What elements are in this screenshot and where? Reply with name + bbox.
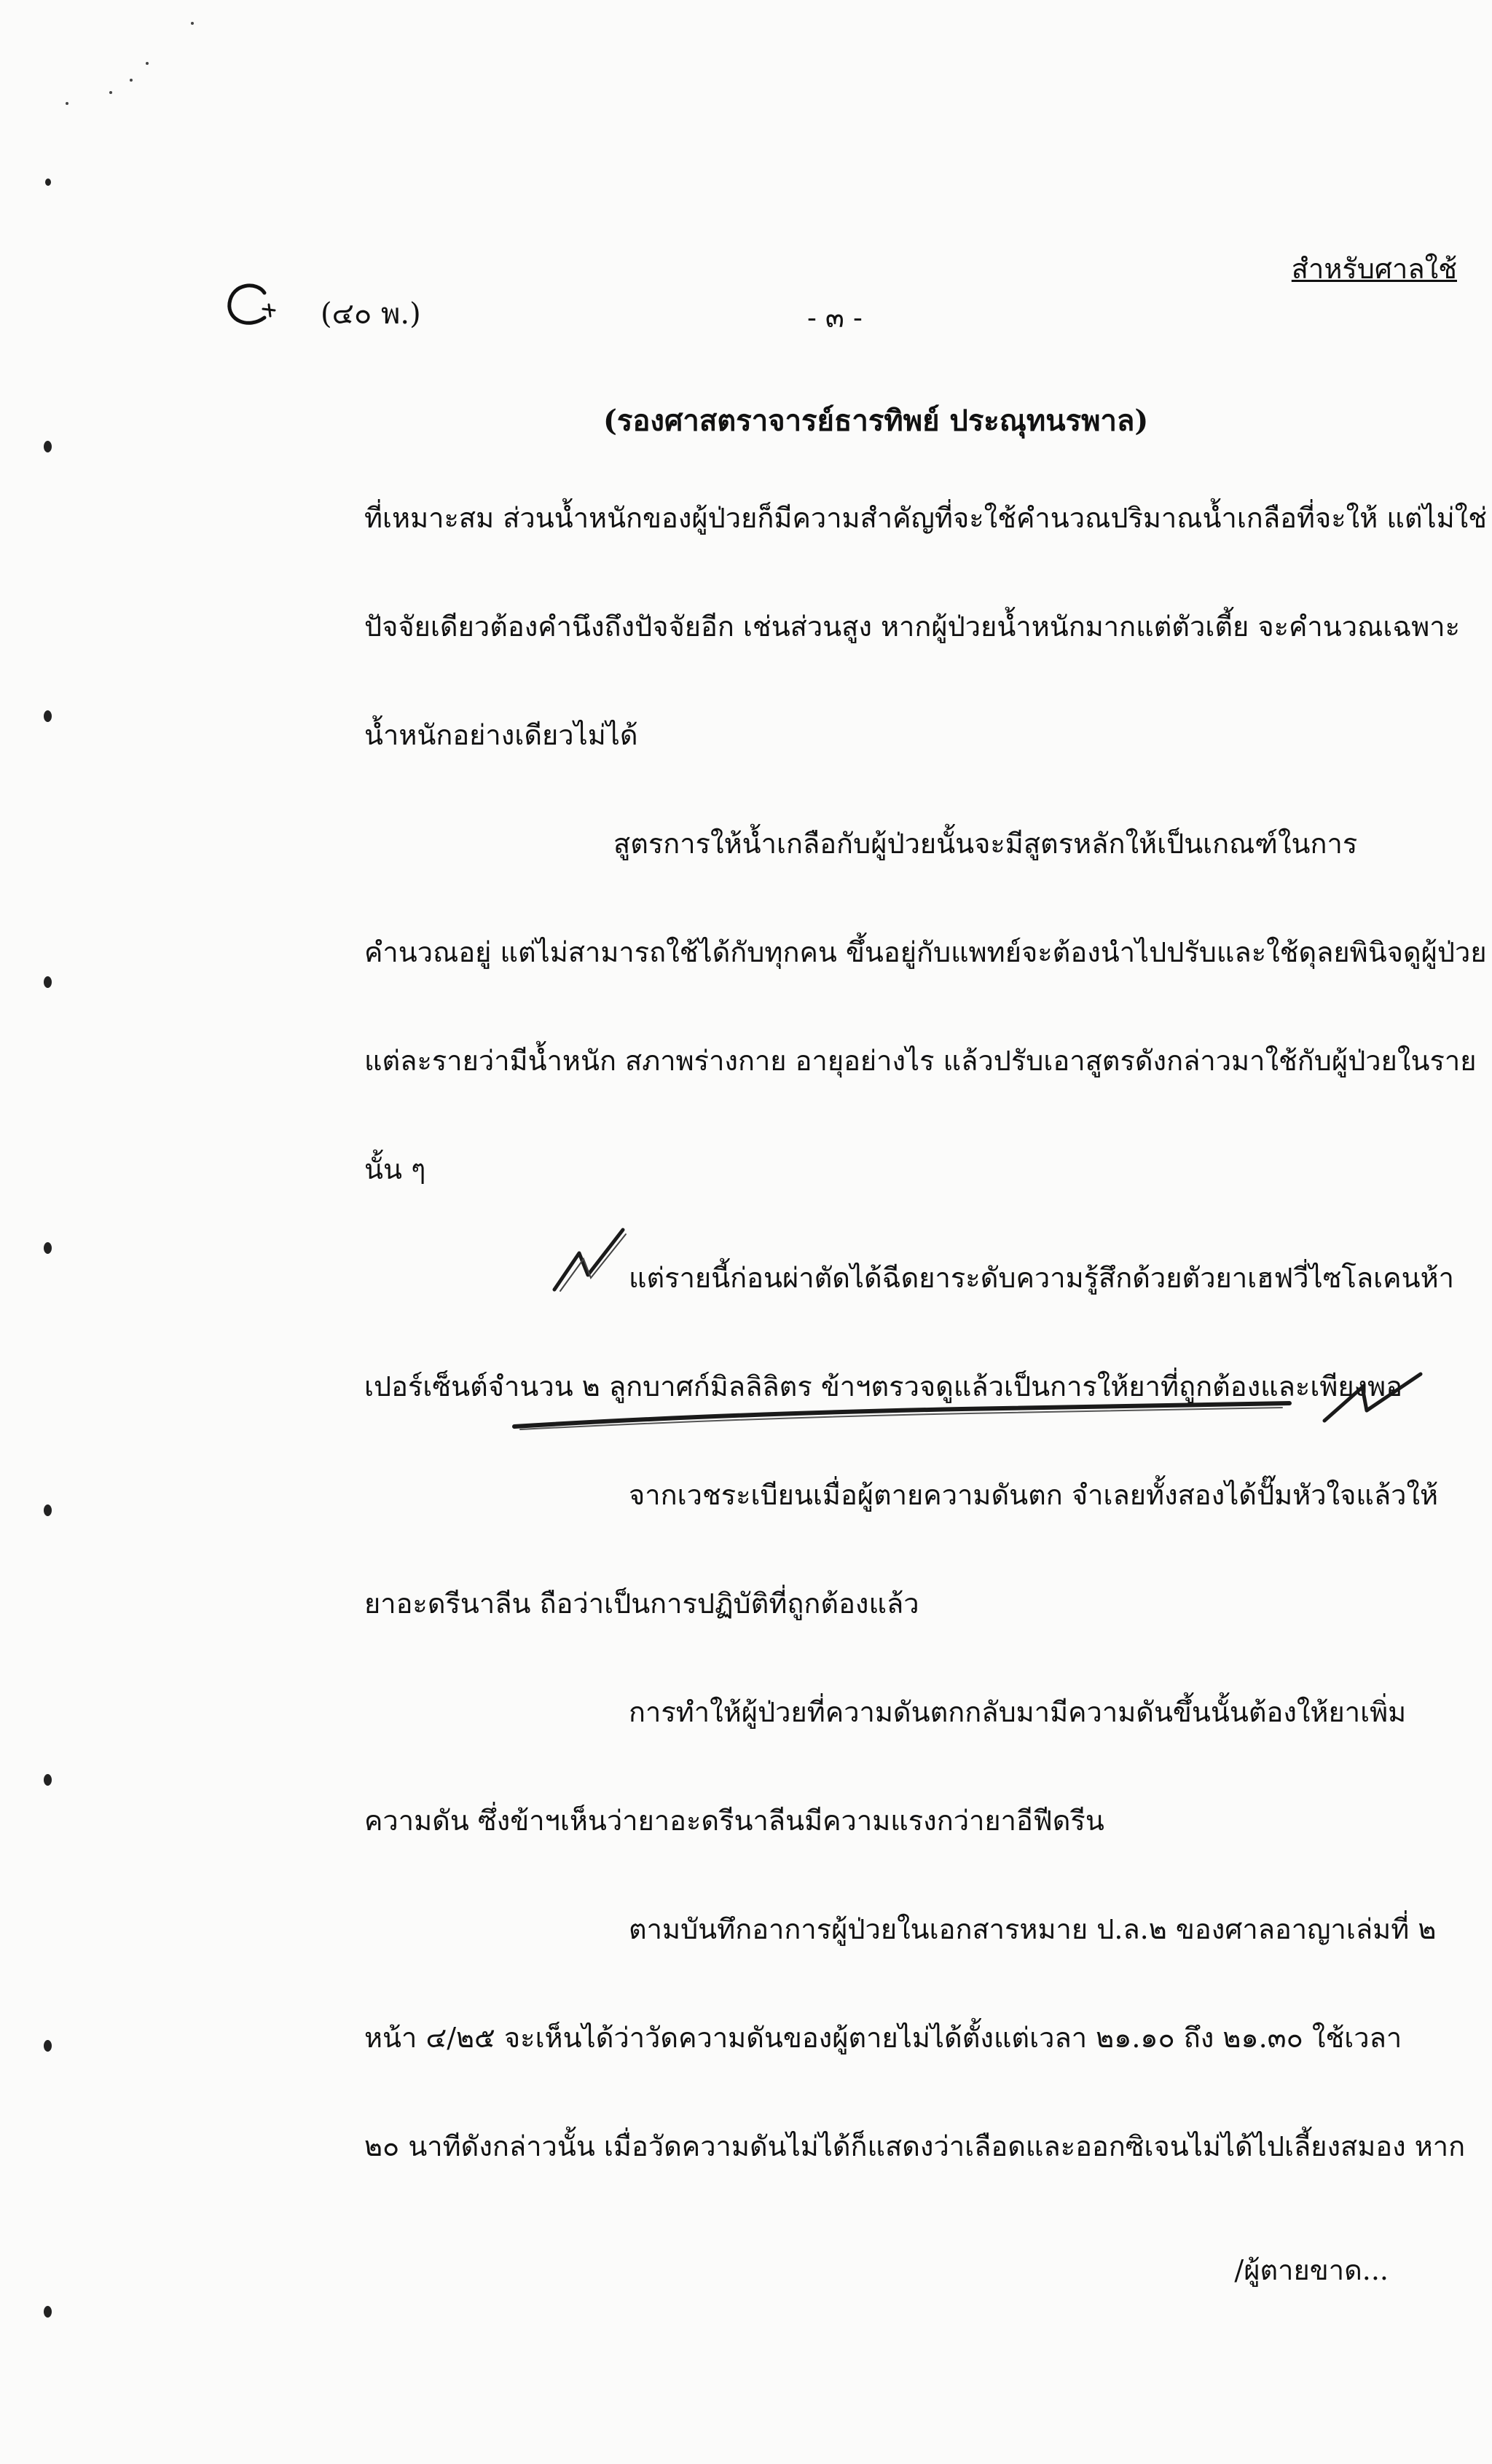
text-line: ยาอะดรีนาลีน ถือว่าเป็นการปฏิบัติที่ถูกต้องแล้ว — [364, 1588, 919, 1620]
pen-underline-stroke — [510, 1384, 1297, 1435]
page-number: - ๓ - — [807, 302, 863, 334]
margin-dot — [45, 178, 51, 186]
text-line: หน้า ๔/๒๕ จะเห็นได้ว่าวัดความดันของผู้ตายไม่ได้ตั้งแต่เวลา ๒๑.๑๐ ถึง ๒๑.๓๐ ใช้เวลา — [364, 2022, 1402, 2054]
text-line: ๒๐ นาทีดังกล่าวนั้น เมื่อวัดความดันไม่ได้ก็แสดงว่าเลือดและออกซิเจนไม่ได้ไปเลี้ยงสมอง หาก — [364, 2130, 1466, 2162]
form-id: (๔๐ พ.) — [321, 297, 421, 331]
text-line: ที่เหมาะสม ส่วนน้ำหนักของผู้ป่วยก็มีความสำคัญที่จะใช้คำนวณปริมาณน้ำเกลือที่จะให้ แต่ไม่ใช่ — [364, 502, 1488, 534]
text-line: ปัจจัยเดียวต้องคำนึงถึงปัจจัยอีก เช่นส่วนสูง หากผู้ป่วยน้ำหนักมากแต่ตัวเตี้ย จะคำนวณเฉพาะ — [364, 611, 1461, 643]
text-line: ตามบันทึกอาการผู้ป่วยในเอกสารหมาย ป.ล.๒ ของศาลอาญาเล่มที่ ๒ — [629, 1913, 1437, 1945]
scan-speck — [66, 102, 68, 105]
text-line: จากเวชระเบียนเมื่อผู้ตายความดันตก จำเลยทั้งสองได้ปั๊มหัวใจแล้วให้ — [629, 1479, 1439, 1511]
scan-speck — [146, 62, 149, 65]
witness-name-heading: (รองศาสตราจารย์ธารทิพย์ ประณุทนรพาล) — [603, 404, 1149, 438]
margin-dot — [44, 441, 52, 452]
text-line: แต่รายนี้ก่อนผ่าตัดได้ฉีดยาระดับความรู้สึกด้วยตัวยาเฮฟวี่ไซโลเคนห้า — [629, 1262, 1454, 1294]
pen-mark-left — [550, 1224, 630, 1297]
handwritten-circle-mark — [222, 277, 280, 335]
scan-speck — [109, 91, 112, 94]
margin-dot — [44, 1242, 52, 1254]
continuation-note: /ผู้ตายขาด... — [1234, 2254, 1389, 2286]
court-use-label: สำหรับศาลใช้ — [1291, 253, 1457, 285]
margin-dot — [44, 1774, 52, 1786]
text-line: ความดัน ซึ่งข้าฯเห็นว่ายาอะดรีนาลีนมีความแรงกว่ายาอีฟีดรีน — [364, 1805, 1104, 1837]
margin-dot — [44, 710, 52, 722]
pen-mark-right — [1319, 1370, 1428, 1428]
scan-speck — [191, 22, 194, 25]
text-line: เปอร์เซ็นต์จำนวน ๒ ลูกบาศก์มิลลิลิตร ข้าฯตรวจดูแล้วเป็นการให้ยาที่ถูกต้องและเพียงพอ — [364, 1370, 1403, 1402]
text-line: สูตรการให้น้ำเกลือกับผู้ป่วยนั้นจะมีสูตรหลักให้เป็นเกณฑ์ในการ — [613, 828, 1358, 860]
margin-dot — [44, 2306, 52, 2318]
scan-speck — [130, 79, 133, 82]
text-line: การทำให้ผู้ป่วยที่ความดันตกกลับมามีความดันขึ้นนั้นต้องให้ยาเพิ่ม — [629, 1696, 1407, 1728]
margin-dot — [44, 1504, 52, 1516]
margin-dot — [44, 2040, 52, 2052]
text-line: คำนวณอยู่ แต่ไม่สามารถใช้ได้กับทุกคน ขึ้นอยู่กับแพทย์จะต้องนำไปปรับและใช้ดุลยพินิจดูผู้ป่วย — [364, 936, 1487, 968]
margin-dot — [44, 976, 52, 988]
text-line: น้ำหนักอย่างเดียวไม่ได้ — [364, 719, 638, 751]
text-line: แต่ละรายว่ามีน้ำหนัก สภาพร่างกาย อายุอย่างไร แล้วปรับเอาสูตรดังกล่าวมาใช้กับผู้ป่วยในราย — [364, 1045, 1477, 1077]
text-line: นั้น ๆ — [364, 1153, 426, 1185]
